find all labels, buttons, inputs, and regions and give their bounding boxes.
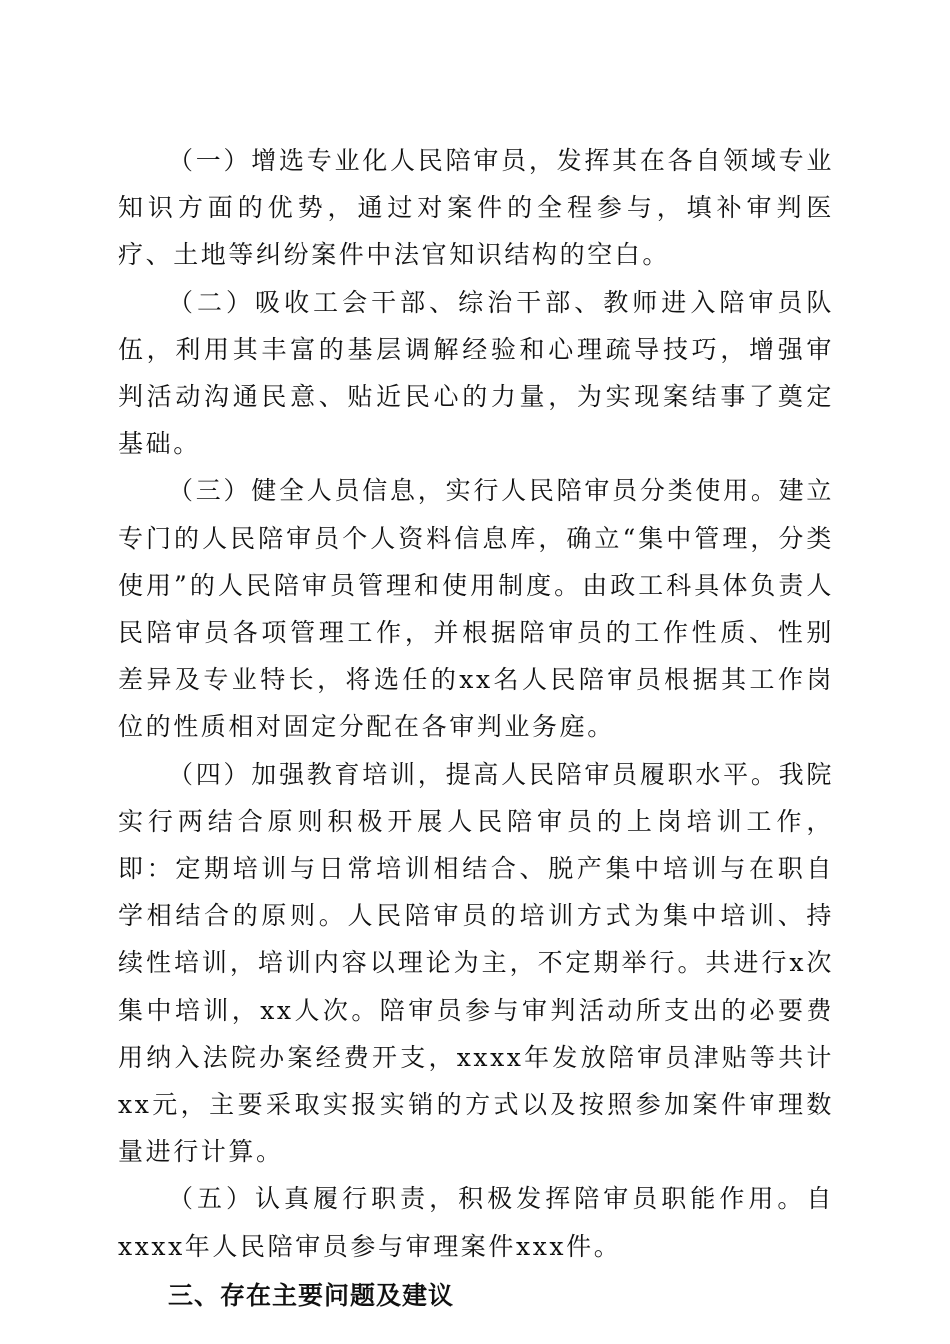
paragraph-3: （三）健全人员信息，实行人民陪审员分类使用。建立专门的人民陪审员个人资料信息库，确立“集中管理，分类使用”的人民陪审员管理和使用制度。由政工科具体负责人民陪审员各项管理工作，并根据陪审员的工作性质、性别差异及专业特长，将选任的xx名人民陪审员根据其工作岗位的性质相对固定分配在各审判业务庭。 [118, 476, 834, 742]
paragraph-1: （一）增选专业化人民陪审员，发挥其在各自领域专业知识方面的优势，通过对案件的全程参与，填补审判医疗、土地等纠纷案件中法官知识结构的空白。 [118, 146, 834, 270]
paragraph-4: （四）加强教育培训，提高人民陪审员履职水平。我院实行两结合原则积极开展人民陪审员的上岗培训工作，即：定期培训与日常培训相结合、脱产集中培训与在职自学相结合的原则。人民陪审员的培训方式为集中培训、持续性培训，培训内容以理论为主，不定期举行。共进行x次集中培训，xx人次。陪审员参与审判活动所支出的必要费用纳入法院办案经费开支，xxxx年发放陪审员津贴等共计xx元，主要采取实报实销的方式以及按照参加案件审理数量进行计算。 [118, 759, 834, 1167]
paragraph-5: （五）认真履行职责，积极发挥陪审员职能作用。自xxxx年人民陪审员参与审理案件xxx件。 [118, 1184, 834, 1261]
paragraph-2: （二）吸收工会干部、综治干部、教师进入陪审员队伍，利用其丰富的基层调解经验和心理疏导技巧，增强审判活动沟通民意、贴近民心的力量，为实现案结事了奠定基础。 [118, 287, 834, 459]
section-heading: 三、存在主要问题及建议 [168, 1280, 455, 1310]
document-body [118, 137, 834, 1319]
